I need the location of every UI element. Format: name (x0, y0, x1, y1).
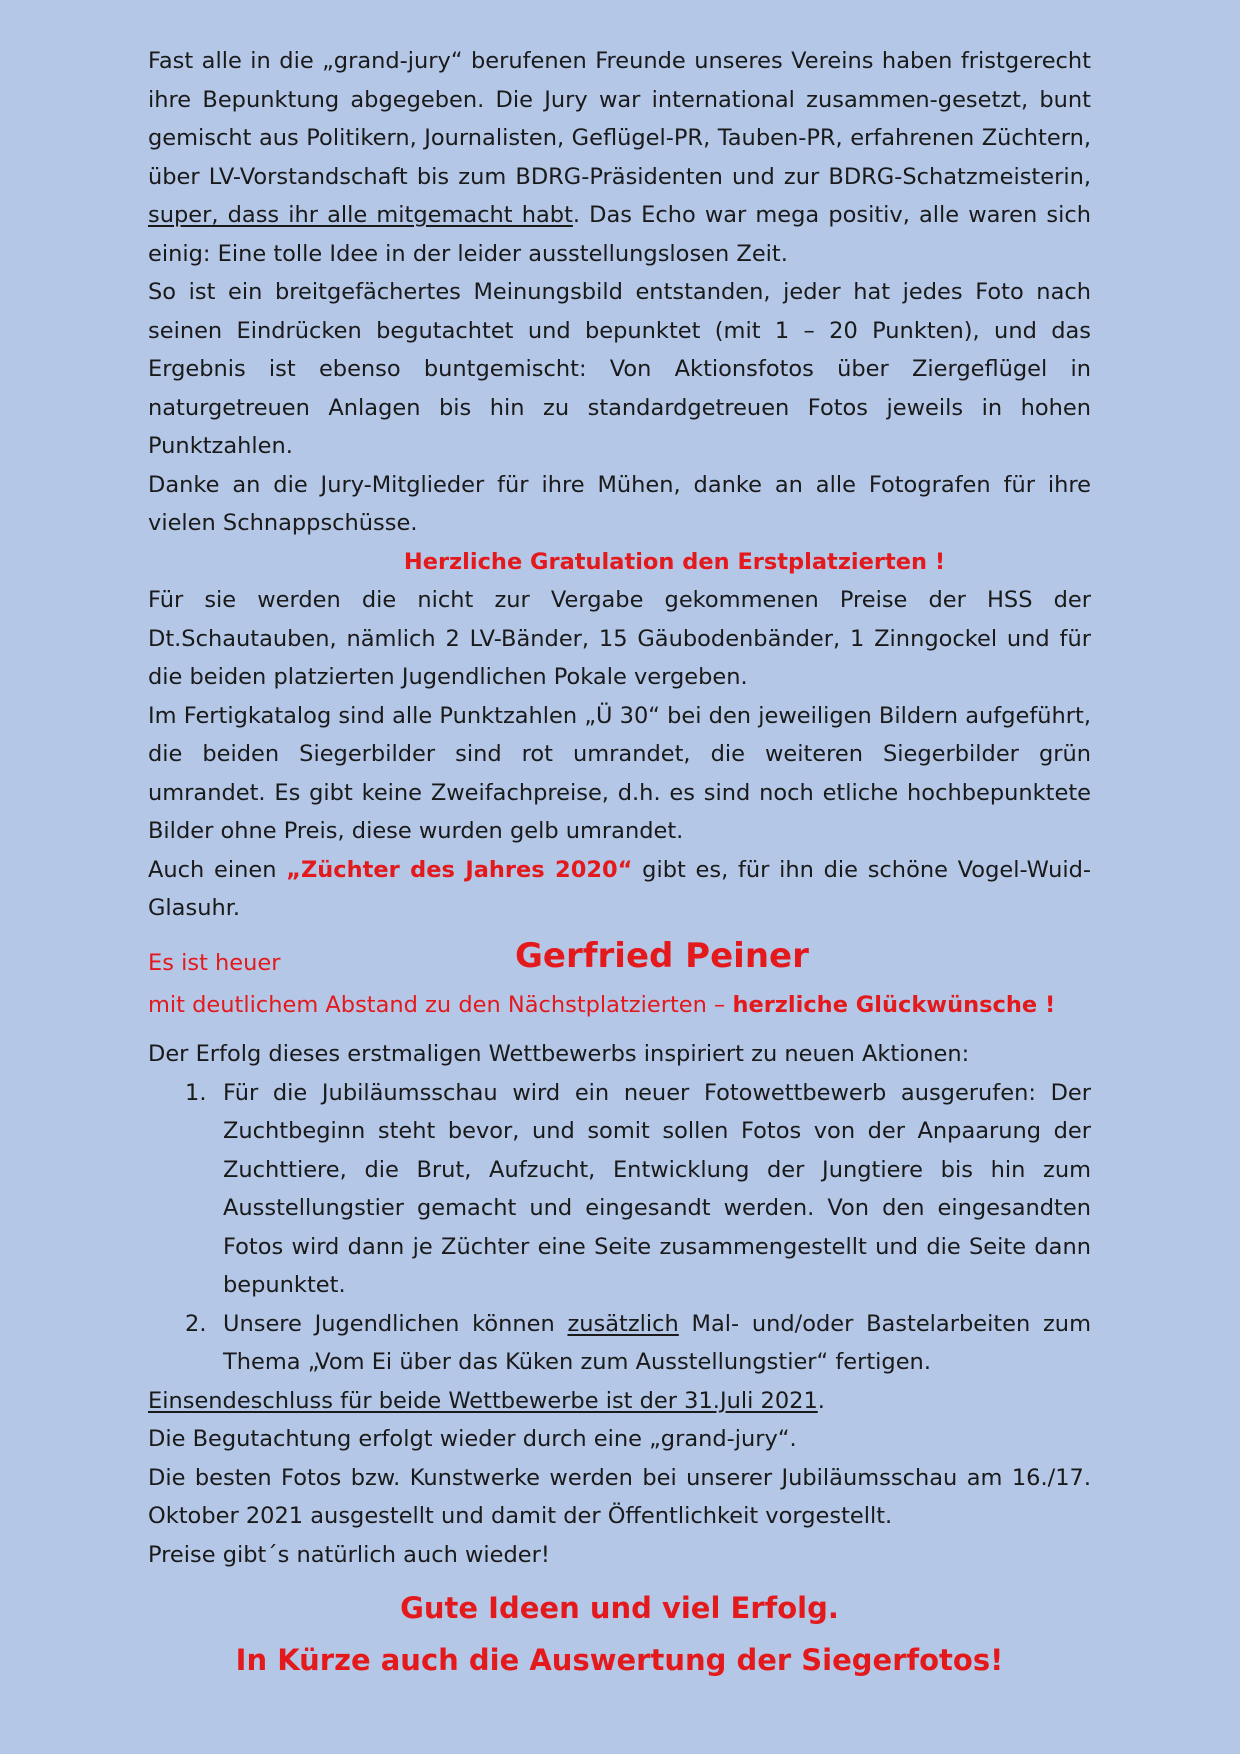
list-number: 1. (185, 1079, 207, 1106)
list-item-text: Unsere Jugendlichen können (223, 1310, 568, 1337)
winner-name: Gerfried Peiner (515, 935, 809, 976)
closing-line-1: Gute Ideen und viel Erfolg. (400, 1591, 839, 1625)
intro-text: Fast alle in die „grand-jury“ berufenen Freunde unseres Vereins haben fristgerecht ihre Bepunktung abgegeben. Die Jury war international zusammen-gesetzt, bunt gemischt aus Politikern, Journalisten, Geflügel-PR, Tauben-PR, erfahrenen Züchtern, über LV-Vorstandschaft bis zum BDRG-Präsidenten und zur BDRG-Schatzmeisterin, (148, 48, 1091, 190)
intro-paragraph (148, 42, 1091, 273)
deadline-period: . (817, 1387, 825, 1414)
list-item (148, 1305, 1091, 1382)
winner-lead: Es ist heuer (148, 949, 281, 976)
list-item-text-end: Mal- und/oder Bastelarbeiten zum Thema „Vom Ei über das Küken zum Ausstellungstier“ fertigen. (223, 1310, 1091, 1375)
deadline-line (148, 1382, 1091, 1421)
prizes-paragraph: Für sie werden die nicht zur Vergabe gekommenen Preise der HSS der Dt.Schautauben, nämlich 2 LV-Bänder, 15 Gäubodenbänder, 1 Zinngockel und für die beiden platzierten Jugendlichen Pokale vergeben. (148, 587, 1091, 690)
thanks-paragraph: Danke an die Jury-Mitglieder für ihre Mühen, danke an alle Fotografen für ihre vielen Schnappschüsse. (148, 471, 1091, 536)
winner-note (148, 986, 1091, 1025)
spacer (148, 1024, 1091, 1035)
winner-congrats: herzliche Glückwünsche ! (732, 991, 1056, 1018)
winner-row (148, 935, 1091, 982)
list-item-underlined: zusätzlich (567, 1310, 679, 1337)
list-number: 2. (185, 1310, 207, 1337)
breeder-paragraph (148, 851, 1091, 928)
congrats-heading: Herzliche Gratulation den Erstplatzierten ! (403, 548, 946, 575)
intro-text-end: . Das Echo war mega positiv, alle waren sich einig: Eine tolle Idee in der leider ausstellungslosen Zeit. (148, 202, 1091, 267)
breeder-text-end: gibt es, für ihn die schöne Vogel-Wuid-Glasuhr. (148, 856, 1092, 921)
actions-list (148, 1074, 1091, 1382)
prizes-line: Preise gibt´s natürlich auch wieder! (148, 1541, 550, 1568)
breeder-text: Auch einen (148, 856, 287, 883)
list-item-text: Für die Jubiläumsschau wird ein neuer Fotowettbewerb ausgerufen: Der Zuchtbeginn steht bevor, und somit sollen Fotos von der Anpaarung der Zuchttiere, die Brut, Aufzucht, Entwicklung der Jungtiere bis hin zum Ausstellungstier gemacht und eingesandt werden. Von den eingesandten Fotos wird dann je Züchter eine Seite zusammengestellt und die Seite dann bepunktet. (223, 1079, 1091, 1298)
list-item (148, 1074, 1091, 1305)
jury-line: Die Begutachtung erfolgt wieder durch eine „grand-jury“. (148, 1426, 797, 1452)
thanks-underlined: super, dass ihr alle mitgemacht habt (148, 202, 573, 228)
opinion-paragraph: So ist ein breitgefächertes Meinungsbild entstanden, jeder hat jedes Foto nach seinen Eindrücken begutachtet und bepunktet (mit 1 – 20 Punkten), und das Ergebnis ist ebenso buntgemischt: Von Aktionsfotos über Ziergeflügel in naturgetreuen Anlagen bis hin zu standardgetreuen Fotos jeweils in hohen Punktzahlen. (148, 279, 1091, 459)
deadline-text: Einsendeschluss für beide Wettbewerbe ist der 31.Juli 2021 (148, 1387, 818, 1414)
winner-note-text: mit deutlichem Abstand zu den Nächstplatzierten – (148, 991, 733, 1018)
closing-line-2: In Kürze auch die Auswertung der Siegerfotos! (235, 1643, 1004, 1677)
document-page (148, 42, 1091, 1686)
catalog-paragraph: Im Fertigkatalog sind alle Punktzahlen „Ü 30“ bei den jeweiligen Bildern aufgeführt, die beiden Siegerbilder sind rot umrandet, die weiteren Siegerbilder grün umrandet. Es gibt keine Zweifachpreise, d.h. es sind noch etliche hochbepunktete Bilder ohne Preis, diese wurden gelb umrandet. (148, 702, 1091, 844)
exhibit-paragraph: Die besten Fotos bzw. Kunstwerke werden bei unserer Jubiläumsschau am 16./17. Oktober 2021 ausgestellt und damit der Öffentlichkeit vorgestellt. (148, 1464, 1091, 1529)
breeder-title: „Züchter des Jahres 2020“ (286, 856, 633, 883)
actions-intro: Der Erfolg dieses erstmaligen Wettbewerbs inspiriert zu neuen Aktionen: (148, 1041, 970, 1067)
